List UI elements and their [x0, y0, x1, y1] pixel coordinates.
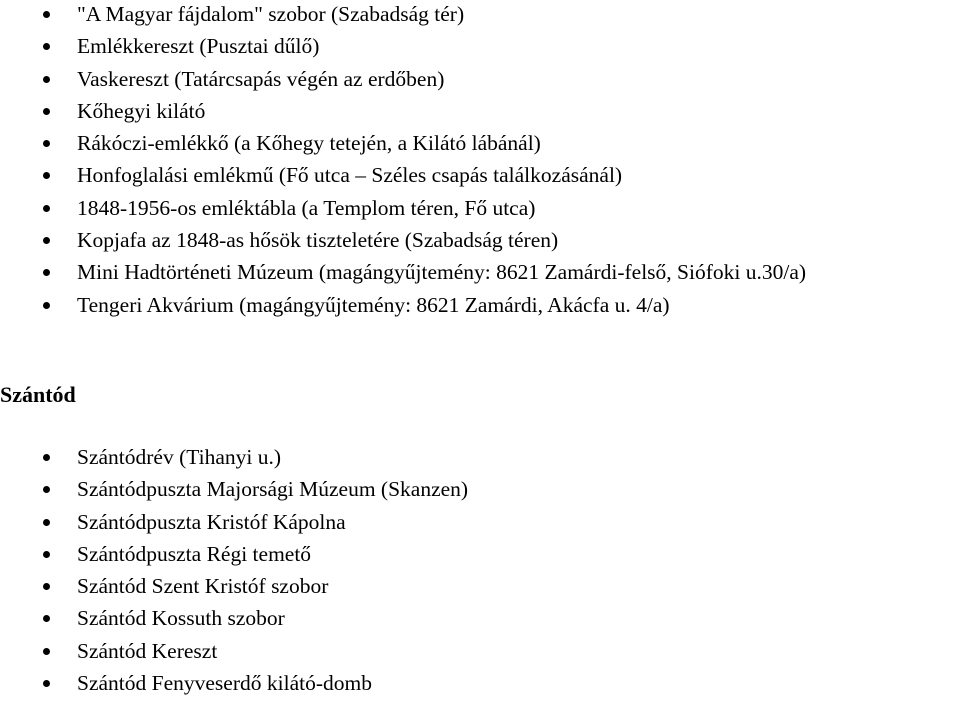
list-item: Kőhegyi kilátó [0, 97, 960, 129]
list-item: Szántód Szent Kristóf szobor [0, 572, 960, 604]
list-item: Mini Hadtörténeti Múzeum (magángyűjtemény: 8621 Zamárdi-felső, Siófoki u.30/a) [0, 258, 960, 290]
list-item: Szántódpuszta Majorsági Múzeum (Skanzen) [0, 475, 960, 507]
list-item: Emlékkereszt (Pusztai dűlő) [0, 32, 960, 64]
list-item: Szántódrév (Tihanyi u.) [0, 443, 960, 475]
list-item: Honfoglalási emlékmű (Fő utca – Széles csapás találkozásánál) [0, 161, 960, 193]
list-item: Szántód Kereszt [0, 637, 960, 669]
list-item: Szántódpuszta Régi temető [0, 540, 960, 572]
list-item: Tengeri Akvárium (magángyűjtemény: 8621 Zamárdi, Akácfa u. 4/a) [0, 291, 960, 323]
landmark-list-zamardi [0, 0, 960, 323]
list-item: Szántódpuszta Kristóf Kápolna [0, 508, 960, 540]
list-item: 1848-1956-os emléktábla (a Templom téren, Fő utca) [0, 194, 960, 226]
list-item: Rákóczi-emlékkő (a Kőhegy tetején, a Kilátó lábánál) [0, 129, 960, 161]
landmark-list-szantod [0, 443, 960, 701]
list-item: Szántód Fenyveserdő kilátó-domb [0, 669, 960, 701]
list-item: Kopjafa az 1848-as hősök tiszteletére (Szabadság téren) [0, 226, 960, 258]
list-item: Vaskereszt (Tatárcsapás végén az erdőben) [0, 65, 960, 97]
list-item: "A Magyar fájdalom" szobor (Szabadság tér) [0, 0, 960, 32]
section-heading: Szántód [0, 382, 76, 407]
list-item: Szántód Kossuth szobor [0, 604, 960, 636]
